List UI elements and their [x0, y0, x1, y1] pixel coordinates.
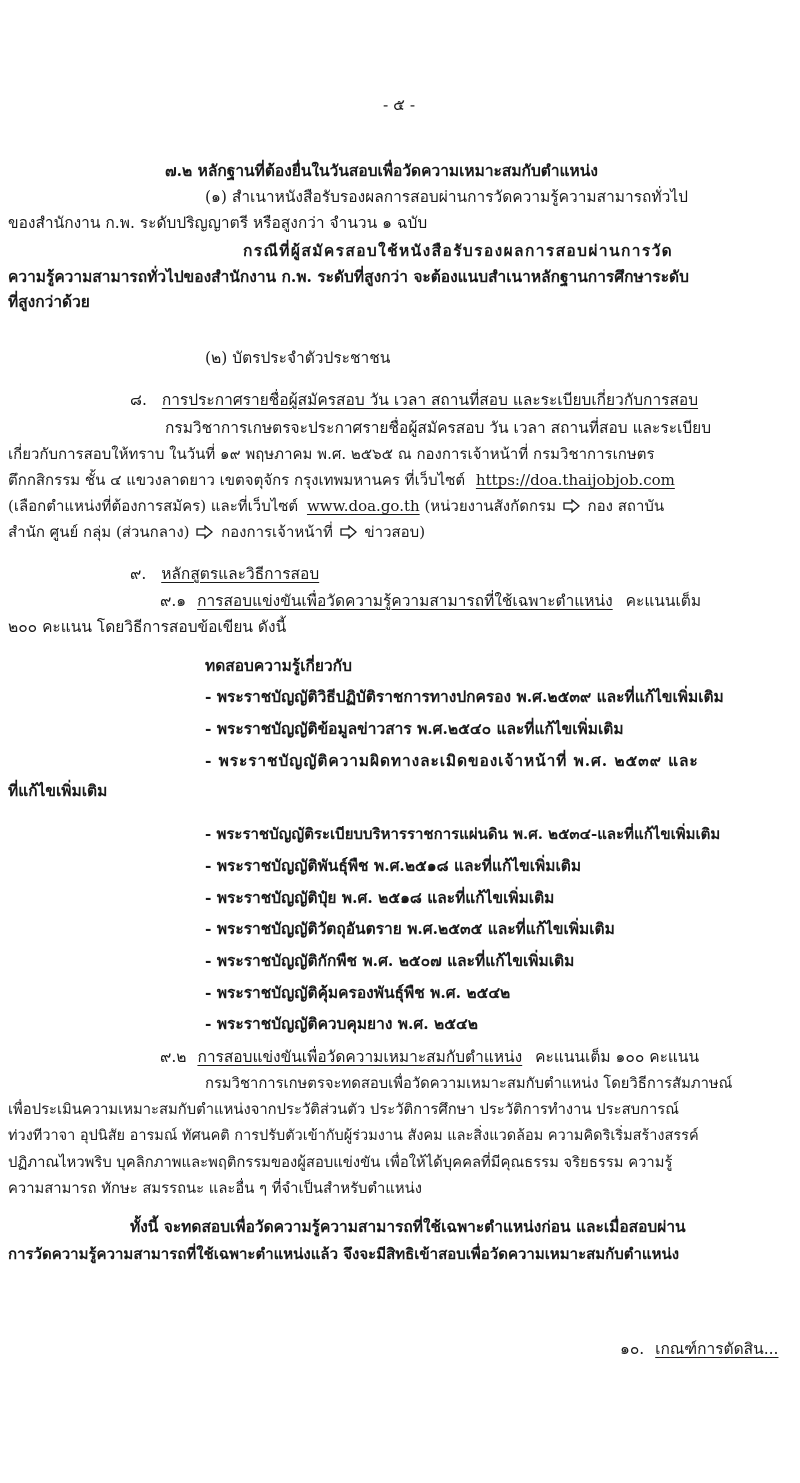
s72-item2: (๒) บัตรประจำตัวประชาชน [205, 349, 391, 367]
s92-para-line2: เพื่อประเมินความเหมาะสมกับตำแหน่งจากประวัติส่วนตัว ประวัติการศึกษา ประวัติการทำงาน ประสบการณ์ [8, 1101, 679, 1118]
law-item: - พระราชบัญญัติกักพืช พ.ศ. ๒๕๐๗ และที่แก้ไขเพิ่มเติม [205, 951, 575, 970]
section-8-number: ๘. [130, 391, 147, 409]
s8-line2: เกี่ยวกับการสอบให้ทราบ ในวันที่ ๑๙ พฤษภาคม พ.ศ. ๒๕๖๕ ณ กองการเจ้าหน้าที่ กรมวิชาการเกษตร [8, 445, 655, 463]
section-9-2-heading [160, 1046, 699, 1068]
section-9-1-number: ๙.๑ [160, 592, 187, 610]
s91-line2: ๒๐๐ คะแนน โดยวิธีการสอบข้อเขียน ดังนี้ [8, 618, 287, 636]
s92-para-line5: ความสามารถ ทักษะ สมรรถนะ และอื่น ๆ ที่จำเป็นสำหรับตำแหน่ง [8, 1180, 422, 1197]
section-9-heading [130, 563, 319, 585]
s92-para-line1: กรมวิชาการเกษตรจะทดสอบเพื่อวัดความเหมาะสมกับตำแหน่ง โดยวิธีการสัมภาษณ์ [205, 1075, 733, 1092]
s8-line5-text1: สำนัก ศูนย์ กลุ่ม (ส่วนกลาง) [8, 523, 190, 541]
section-9-1-tail: คะแนนเต็ม [625, 592, 702, 610]
s92-para-line4: ปฏิภาณไหวพริบ บุคลิกภาพและพฤติกรรมของผู้สอบแข่งขัน เพื่อให้ได้บุคคลที่มีคุณธรรม จริยธรรม ความรู้ [8, 1154, 673, 1171]
arrow-right-icon [340, 525, 358, 539]
law-item: - พระราชบัญญัติความผิดทางละเมิดของเจ้าหน้าที่ พ.ศ. ๒๕๓๙ และ [205, 751, 699, 770]
s8-line5-text2: กองการเจ้าหน้าที่ [221, 523, 333, 541]
law-item: - พระราชบัญญัติวัตถุอันตราย พ.ศ.๒๕๓๕ และที่แก้ไขเพิ่มเติม [205, 919, 615, 938]
law-item: - พระราชบัญญัติวิธีปฏิบัติราชการทางปกครอง พ.ศ.๒๕๓๙ และที่แก้ไขเพิ่มเติม [205, 687, 724, 706]
s72-note-line3: ที่สูงกว่าด้วย [8, 292, 90, 311]
s8-line5-text3: ข่าวสอบ) [364, 523, 426, 541]
final-para-line1: ทั้งนี้ จะทดสอบเพื่อวัดความรู้ความสามารถที่ใช้เฉพาะตำแหน่งก่อน และเมื่อสอบผ่าน [130, 1217, 686, 1236]
section-8-heading [130, 389, 698, 411]
footer-text: เกณฑ์การตัดสิน... [655, 1340, 779, 1358]
section-9-number: ๙. [130, 565, 147, 583]
arrow-right-icon [196, 525, 214, 539]
s8-line4-text3: กอง สถาบัน [587, 497, 665, 515]
s92-para-line3: ท่วงทีวาจา อุปนิสัย อารมณ์ ทัศนคติ การปรับตัวเข้ากับผู้ร่วมงาน สังคม และสิ่งแวดล้อม ความคิดริเริ่มสร้างสรรค์ [8, 1128, 699, 1144]
page-number: - ๕ - [383, 96, 416, 114]
s8-line5 [8, 521, 425, 543]
section-8-title: การประกาศรายชื่อผู้สมัครสอบ วัน เวลา สถานที่สอบ และระเบียบเกี่ยวกับการสอบ [161, 391, 699, 409]
law-item: - พระราชบัญญัติควบคุมยาง พ.ศ. ๒๕๔๒ [205, 1014, 478, 1033]
test-heading: ทดสอบความรู้เกี่ยวกับ [205, 656, 352, 675]
s8-line3 [8, 469, 675, 491]
continuation-footer [620, 1338, 778, 1360]
s72-item1-line2: ของสำนักงาน ก.พ. ระดับปริญญาตรี หรือสูงกว่า จำนวน ๑ ฉบับ [8, 214, 428, 232]
website-link-thaijobjob[interactable]: https://doa.thaijobjob.com [475, 471, 675, 489]
law-item: - พระราชบัญญัติคุ้มครองพันธุ์พืช พ.ศ. ๒๕๔๒ [205, 983, 511, 1002]
s8-line4-text: (เลือกตำแหน่งที่ต้องการสมัคร) และที่เว็บไซต์ [8, 497, 299, 515]
law-item-continuation: ที่แก้ไขเพิ่มเติม [8, 781, 108, 800]
s8-line4-text2: (หน่วยงานสังกัดกรม [424, 497, 556, 515]
section-9-2-title: การสอบแข่งขันเพื่อวัดความเหมาะสมกับตำแหน่ง [197, 1048, 523, 1066]
s8-line1: กรมวิชาการเกษตรจะประกาศรายชื่อผู้สมัครสอบ วัน เวลา สถานที่สอบ และระเบียบ [165, 419, 712, 437]
law-item: - พระราชบัญญัติพันธุ์พืช พ.ศ.๒๕๑๘ และที่แก้ไขเพิ่มเติม [205, 856, 582, 875]
section-9-title: หลักสูตรและวิธีการสอบ [161, 565, 320, 583]
website-link-doa[interactable]: www.doa.go.th [306, 497, 420, 515]
arrow-right-icon [563, 499, 581, 513]
section-9-1-title: การสอบแข่งขันเพื่อวัดความรู้ความสามารถที่ใช้เฉพาะตำแหน่ง [197, 592, 613, 610]
s72-note-line2: ความรู้ความสามารถทั่วไปของสำนักงาน ก.พ. ระดับที่สูงกว่า จะต้องแนบสำเนาหลักฐานการศึกษาระดับ [8, 267, 689, 286]
section-9-2-number: ๙.๒ [160, 1048, 187, 1066]
s8-line4 [8, 495, 664, 517]
section-9-1-heading [160, 590, 701, 612]
footer-number: ๑๐. [620, 1340, 645, 1358]
s8-line3-text: ตึกกสิกรรม ชั้น ๔ แขวงลาดยาว เขตจตุจักร กรุงเทพมหานคร ที่เว็บไซต์ [8, 471, 466, 489]
section-9-2-tail: คะแนนเต็ม ๑๐๐ คะแนน [535, 1048, 700, 1066]
s72-note-line1: กรณีที่ผู้สมัครสอบใช้หนังสือรับรองผลการสอบผ่านการวัด [243, 241, 674, 260]
final-para-line2: การวัดความรู้ความสามารถที่ใช้เฉพาะตำแหน่งแล้ว จึงจะมีสิทธิเข้าสอบเพื่อวัดความเหมาะสมกับตำแหน่ง [8, 1245, 680, 1263]
law-item: - พระราชบัญญัติปุ๋ย พ.ศ. ๒๕๑๘ และที่แก้ไขเพิ่มเติม [205, 888, 555, 907]
law-item: - พระราชบัญญัติข้อมูลข่าวสาร พ.ศ.๒๕๔๐ และที่แก้ไขเพิ่มเติม [205, 719, 624, 738]
law-item: - พระราชบัญญัติระเบียบบริหารราชการแผ่นดิน พ.ศ. ๒๕๓๔-และที่แก้ไขเพิ่มเติม [205, 825, 721, 843]
s72-item1-line1: (๑) สำเนาหนังสือรับรองผลการสอบผ่านการวัดความรู้ความสามารถทั่วไป [205, 188, 688, 206]
section-7-2-heading: ๗.๒ หลักฐานที่ต้องยื่นในวันสอบเพื่อวัดความเหมาะสมกับตำแหน่ง [165, 161, 598, 180]
